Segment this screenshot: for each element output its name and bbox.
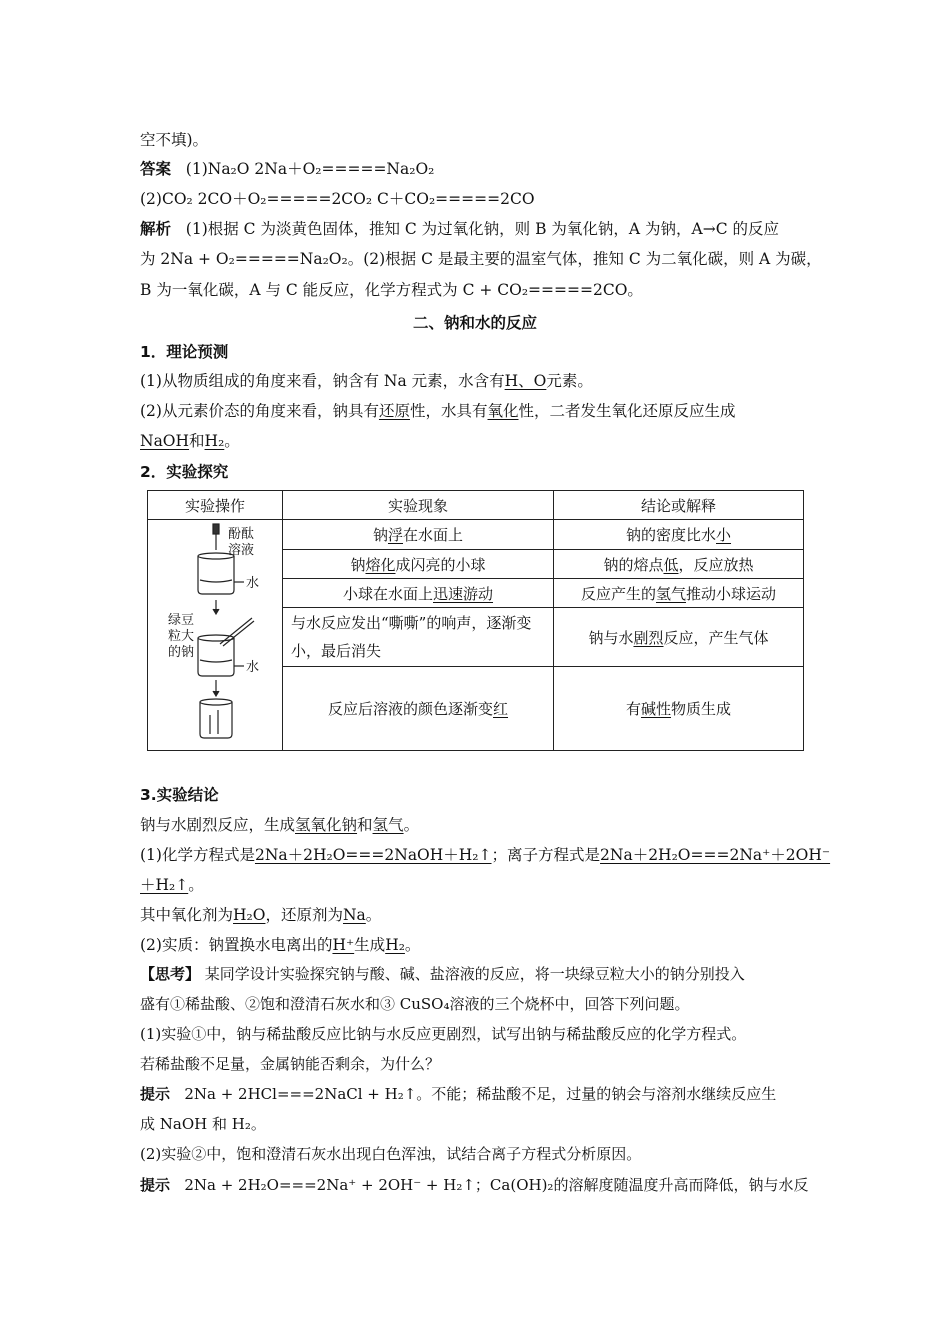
text-span: 性，二者发生氧化还原反应生成 (518, 402, 736, 420)
think-line: 若稀盐酸不足量，金属钠能否剩余，为什么？ (140, 1055, 441, 1073)
answer-blank: 氢氧化钠 (295, 816, 358, 834)
answer-blank: 2Na＋2H₂O===2Na⁺＋2OH⁻ (600, 846, 831, 864)
text-span: 。 (188, 876, 204, 894)
text-span: 性，水具有 (409, 402, 488, 420)
conclusion-cell (554, 550, 804, 579)
diagram-label: 水 (246, 660, 260, 675)
think-line: (2)实验②中，饱和澄清石灰水出现白色浑浊，试结合离子方程式分析原因。 (140, 1145, 642, 1163)
think-line: 盛有①稀盐酸、②饱和澄清石灰水和③ CuSO₄溶液的三个烧杯中，回答下列问题。 (140, 995, 690, 1013)
answer-blank: 还原 (378, 402, 410, 420)
answer-blank: 氢气 (655, 584, 686, 603)
dropper-bulb-icon (213, 524, 219, 534)
text-line: B 为一氧化碳，A 与 C 能反应，化学方程式为 C + CO₂=====2CO。 (140, 281, 643, 299)
text-line: (2)CO₂ 2CO＋O₂=====2CO₂ C＋CO₂=====2CO (140, 190, 535, 208)
answer-blank: 氧化 (487, 402, 519, 420)
diagram-label: 粒大 (168, 629, 195, 644)
col-header: 结论或解释 (554, 491, 804, 520)
diagram-label: 水 (246, 576, 260, 591)
conclusion-line (140, 814, 419, 836)
text-span: 反应后溶液的颜色逐渐变 (327, 699, 493, 718)
hint-line: 成 NaOH 和 H₂。 (140, 1115, 266, 1133)
text-span: 。 (404, 936, 421, 954)
answer-blank: H、O (504, 372, 547, 390)
answer-blank: H⁺ (332, 936, 355, 954)
diagram-label: 溶液 (228, 543, 255, 558)
answer-blank: 2Na＋2H₂O===2NaOH＋H₂↑ (254, 846, 492, 864)
text-span: 。 (365, 906, 382, 924)
answer-text: (1)Na₂O 2Na＋O₂=====Na₂O₂ (185, 160, 435, 178)
section-title: 二、钠和水的反应 (412, 314, 537, 332)
think-line (140, 963, 745, 985)
text-span: (2)实质：钠置换水电离出的 (140, 936, 333, 954)
hint-label: 提示 (140, 1085, 171, 1103)
diagram-label: 的钠 (168, 645, 195, 660)
text-span: 钠的密度比水 (625, 526, 716, 545)
text-span: 小球在水面上 (342, 584, 433, 603)
text-span: 2Na + 2H₂O===2Na⁺ + 2OH⁻ + H₂↑；Ca(OH)₂的溶解度随温度升高而降低，钠与水反 (184, 1176, 809, 1194)
experiment-heading: 2．实验探究 (140, 463, 229, 481)
beaker-icon (200, 702, 232, 738)
text-span: 生成 (354, 936, 386, 954)
conclusion-cell (554, 666, 804, 750)
conclusion-cell (554, 520, 804, 550)
beaker-icon (198, 638, 234, 676)
text-span: (1)从物质组成的角度来看，钠含有 Na 元素，水含有 (140, 372, 505, 390)
text-span: 其中氧化剂为 (140, 906, 234, 924)
answer-blank: 迅速游动 (433, 584, 494, 603)
experiment-table (147, 490, 804, 751)
text-span: 钠 (350, 555, 366, 574)
text-span: 2Na + 2HCl===2NaCl + H₂↑。不能；稀盐酸不足，过量的钠会与溶剂水继续反应生 (184, 1085, 777, 1103)
text-span: 元素。 (546, 372, 593, 390)
answer-blank: H₂ (385, 936, 405, 954)
theory-heading: 1．理论预测 (140, 343, 229, 361)
text-line: 为 2Na + O₂=====Na₂O₂。(2)根据 C 是最主要的温室气体，推知 C 为二氧化碳，则 A 为碳， (140, 250, 822, 268)
experiment-diagram-cell (148, 520, 283, 751)
text-span: (1)化学方程式是 (140, 846, 255, 864)
text-span: 钠与水 (588, 628, 634, 647)
phenomenon-cell (283, 520, 554, 550)
hint-line (140, 1083, 776, 1105)
text-span: 钠的熔点 (603, 555, 664, 574)
answer-blank: 氢气 (372, 816, 404, 834)
text-span: 。 (224, 432, 240, 450)
theory-p3 (140, 430, 240, 452)
text-span: 推动小球运动 (686, 584, 777, 603)
text-span: 和 (189, 432, 205, 450)
text-span: ，反应放热 (678, 555, 754, 574)
text-span: ，还原剂为 (265, 906, 343, 924)
answer-blank: H₂O (233, 906, 266, 924)
theory-p1 (140, 370, 593, 392)
answer-blank: 剧烈 (633, 628, 664, 647)
answer-blank: 熔化 (365, 555, 396, 574)
text-span: 物质生成 (671, 699, 732, 718)
phenomenon-cell (283, 579, 554, 608)
theory-p2 (140, 400, 736, 422)
hint-label: 提示 (140, 1176, 171, 1194)
col-header: 实验操作 (148, 491, 283, 520)
conclusion-line (140, 874, 204, 896)
text-span: (2)从元素价态的角度来看，钠具有 (140, 402, 379, 420)
text-line: 空不填)。 (140, 131, 209, 149)
answer-blank: 小 (716, 526, 732, 545)
conclusion-line (140, 904, 381, 926)
phenomenon-cell (283, 608, 554, 666)
text-span: 与水反应发出“嘶嘶”的响声，逐渐变小，最后消失 (291, 614, 532, 660)
answer-blank: 红 (493, 699, 509, 718)
conclusion-heading: 3.实验结论 (140, 786, 219, 804)
text-span: 。 (403, 816, 420, 834)
text-span: 某同学设计实验探究钠与酸、碱、盐溶液的反应，将一块绿豆粒大小的钠分别投入 (204, 965, 745, 983)
text-span: 和 (357, 816, 373, 834)
answer-blank: 低 (663, 555, 679, 574)
answer-blank: 浮 (387, 526, 403, 545)
text-span: 反应，产生气体 (663, 628, 769, 647)
answer-label: 答案 (140, 160, 172, 178)
answer-blank: 碱性 (640, 699, 671, 718)
conclusion-line (140, 934, 420, 956)
phenomenon-cell (283, 666, 554, 750)
diagram-label: 绿豆 (168, 613, 195, 628)
experiment-diagram (148, 520, 282, 750)
phenomenon-cell (283, 550, 554, 579)
conclusion-cell (554, 608, 804, 666)
text-span: 成闪亮的小球 (395, 555, 486, 574)
text-span: ；离子方程式是 (491, 846, 601, 864)
answer-blank: NaOH (140, 432, 190, 450)
text-span: 钠与水剧烈反应，生成 (140, 816, 296, 834)
beaker-icon (198, 556, 234, 594)
text-span: 在水面上 (403, 526, 464, 545)
text-span: 有 (625, 699, 641, 718)
answer-blank: H₂ (204, 432, 225, 450)
conclusion-line (140, 844, 830, 866)
answer-blank: ＋H₂↑ (140, 876, 189, 894)
conclusion-cell (554, 579, 804, 608)
think-line: (1)实验①中，钠与稀盐酸反应比钠与水反应更剧烈，试写出钠与稀盐酸反应的化学方程式。 (140, 1025, 747, 1043)
col-header: 实验现象 (283, 491, 554, 520)
answer-line (140, 158, 434, 180)
table-row (148, 520, 804, 550)
analysis-line (140, 218, 779, 240)
text-span: 钠 (372, 526, 388, 545)
answer-blank: Na (342, 906, 366, 924)
diagram-label: 酚酞 (228, 527, 255, 542)
text-span: 反应产生的 (580, 584, 656, 603)
analysis-text: (1)根据 C 为淡黄色固体，推知 C 为过氧化钠，则 B 为氧化钠，A 为钠，A→C 的反应 (185, 220, 780, 238)
think-tag: 【思考】 (140, 965, 201, 983)
hint-line (140, 1174, 808, 1196)
analysis-label: 解析 (140, 220, 172, 238)
